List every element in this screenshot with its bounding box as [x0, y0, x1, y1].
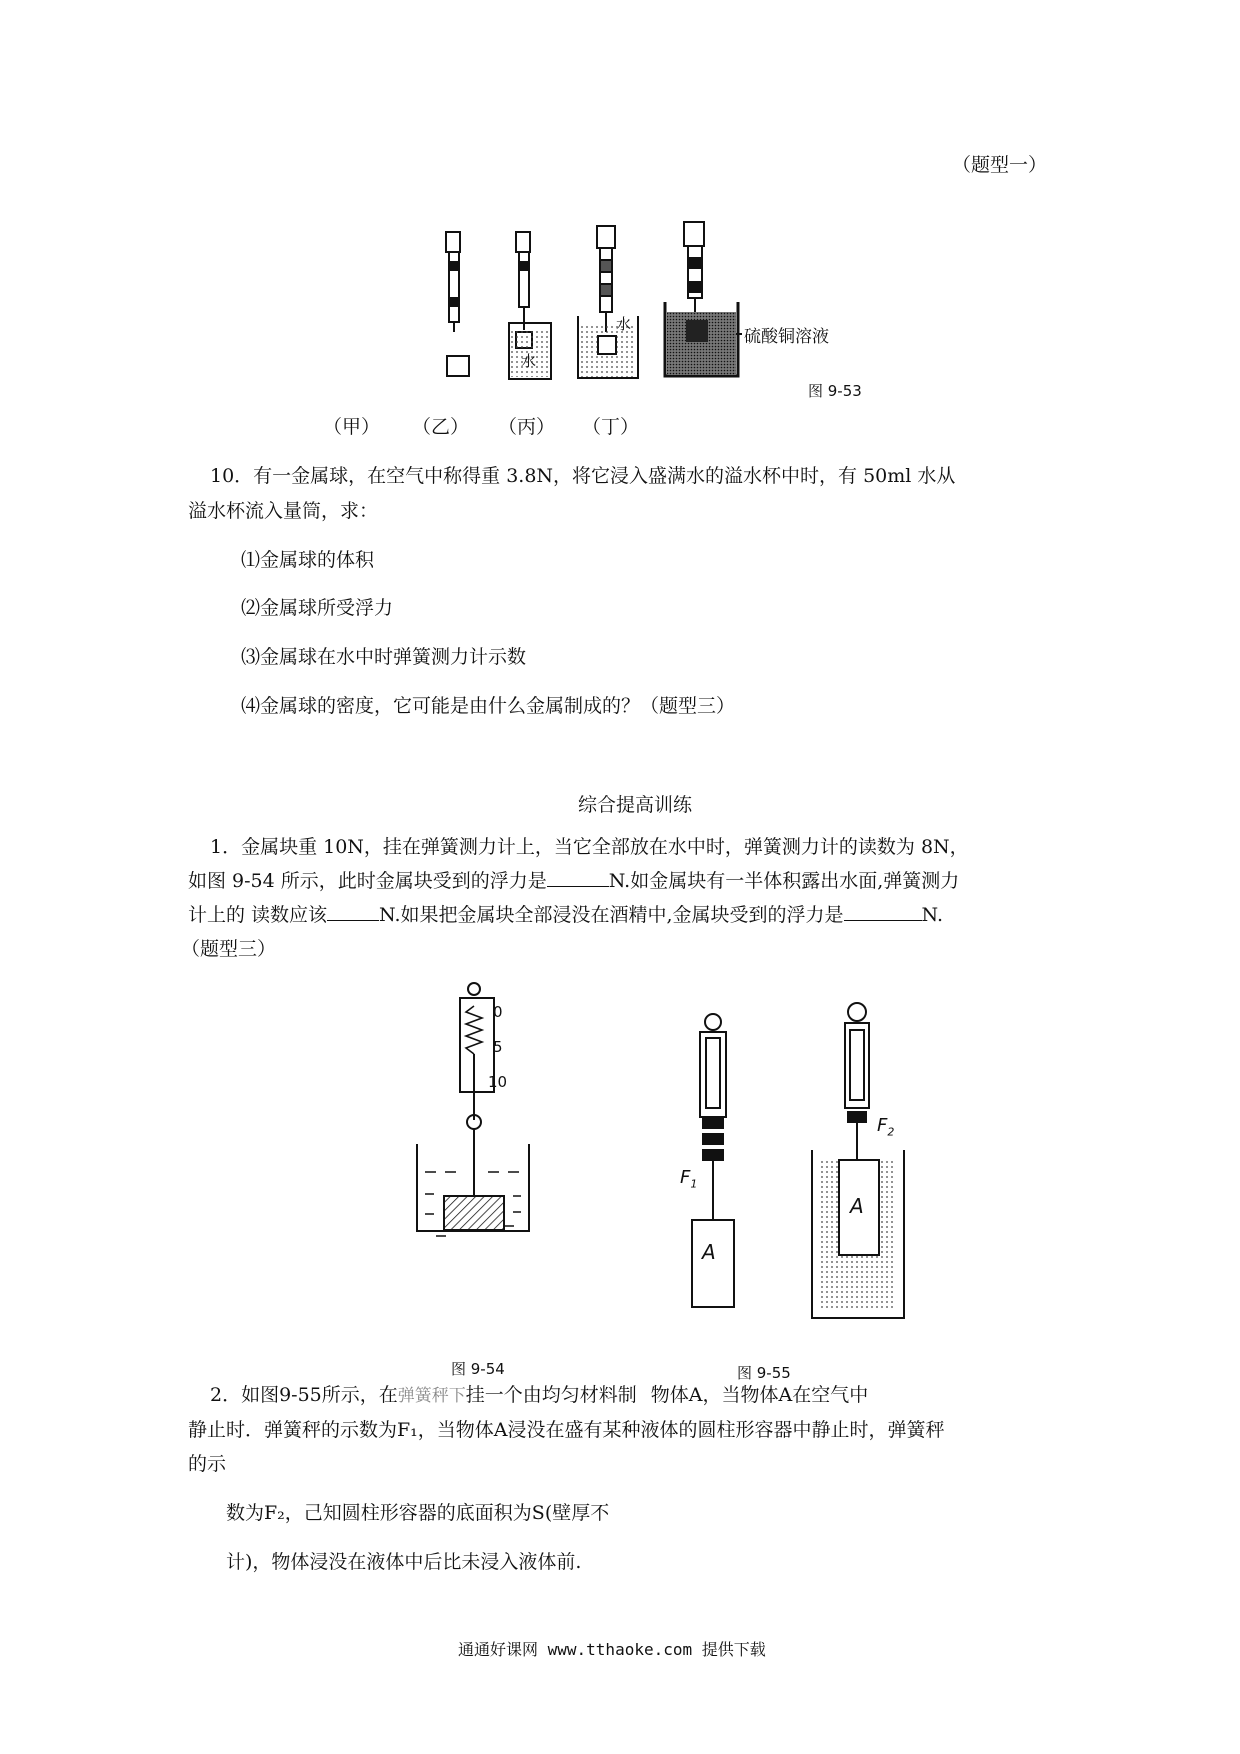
question-2-line: 数为F₂，己知圆柱形容器的底面积为S(壁厚不 [226, 1502, 610, 1524]
question-1-line: 1．金属块重 10N，挂在弹簧测力计上，当它全部放在水中时，弹簧测力计的读数为 8N， [210, 836, 969, 858]
water-label: 水 [521, 352, 537, 370]
sub-question: ⑶金属球在水中时弹簧测力计示数 [241, 646, 527, 668]
figure-label-bing: （丙） [498, 416, 556, 438]
sub-question: ⑴金属球的体积 [241, 549, 375, 571]
sub-question: ⑵金属球所受浮力 [241, 597, 394, 619]
figure-label-jia: （甲） [323, 416, 381, 438]
solution-label: 硫酸铜溶液 [744, 327, 829, 347]
question-10-line: 溢水杯流入量筒，求： [188, 500, 379, 522]
sub-question: ⑷金属球的密度，它可能是由什么金属制成的？（题型三） [241, 695, 736, 717]
question-1-line: 如图 9-54 所示，此时金属块受到的浮力是 N.如金属块有一半体积露出水面,弹簧测力 [188, 864, 959, 898]
force-label: $F_1$ [680, 1167, 698, 1191]
section-title: 综合提高训练 [578, 794, 693, 816]
block-label: A [850, 1194, 864, 1218]
block-label: A [702, 1240, 716, 1264]
scale-mark: 10 [488, 1073, 508, 1091]
question-2-line: 静止时．弹簧秤的示数为F₁，当物体A浸没在盛有某种液体的圆柱形容器中静止时，弹簧秤 [188, 1419, 945, 1441]
type-tag: （题型一） [952, 154, 1048, 176]
question-2-line: 2．如图9-55所示，在弹簧秤下挂一个由均匀材料制 物体A，当物体A在空气中 [210, 1384, 869, 1406]
figure-label-ding: （丁） [582, 416, 640, 438]
footer-text: 通通好课网 www.tthaoke.com 提供下载 [458, 1640, 766, 1659]
scale-mark: 5 [493, 1038, 503, 1056]
force-label: $F_2$ [877, 1115, 895, 1139]
question-2-line: 计)，物体浸没在液体中后比未浸入液体前. [226, 1551, 582, 1573]
figure-caption: 图 9-54 [451, 1360, 505, 1378]
figure-caption: 图 9-55 [737, 1364, 791, 1382]
water-label-2: 水 [616, 315, 632, 333]
scale-mark: 0 [493, 1003, 503, 1021]
question-1-line: 计上的 读数应该 N.如果把金属块全部浸没在酒精中,金属块受到的浮力是 N. [188, 898, 943, 932]
question-10-line: 10．有一金属球，在空气中称得重 3.8N，将它浸入盛满水的溢水杯中时，有 50ml 水从 [210, 465, 956, 487]
question-1-line: （题型三） [181, 938, 277, 960]
figure-caption: 图 9-53 [808, 382, 862, 400]
figure-label-yi: （乙） [412, 416, 470, 438]
question-2-line: 的示 [188, 1453, 227, 1475]
